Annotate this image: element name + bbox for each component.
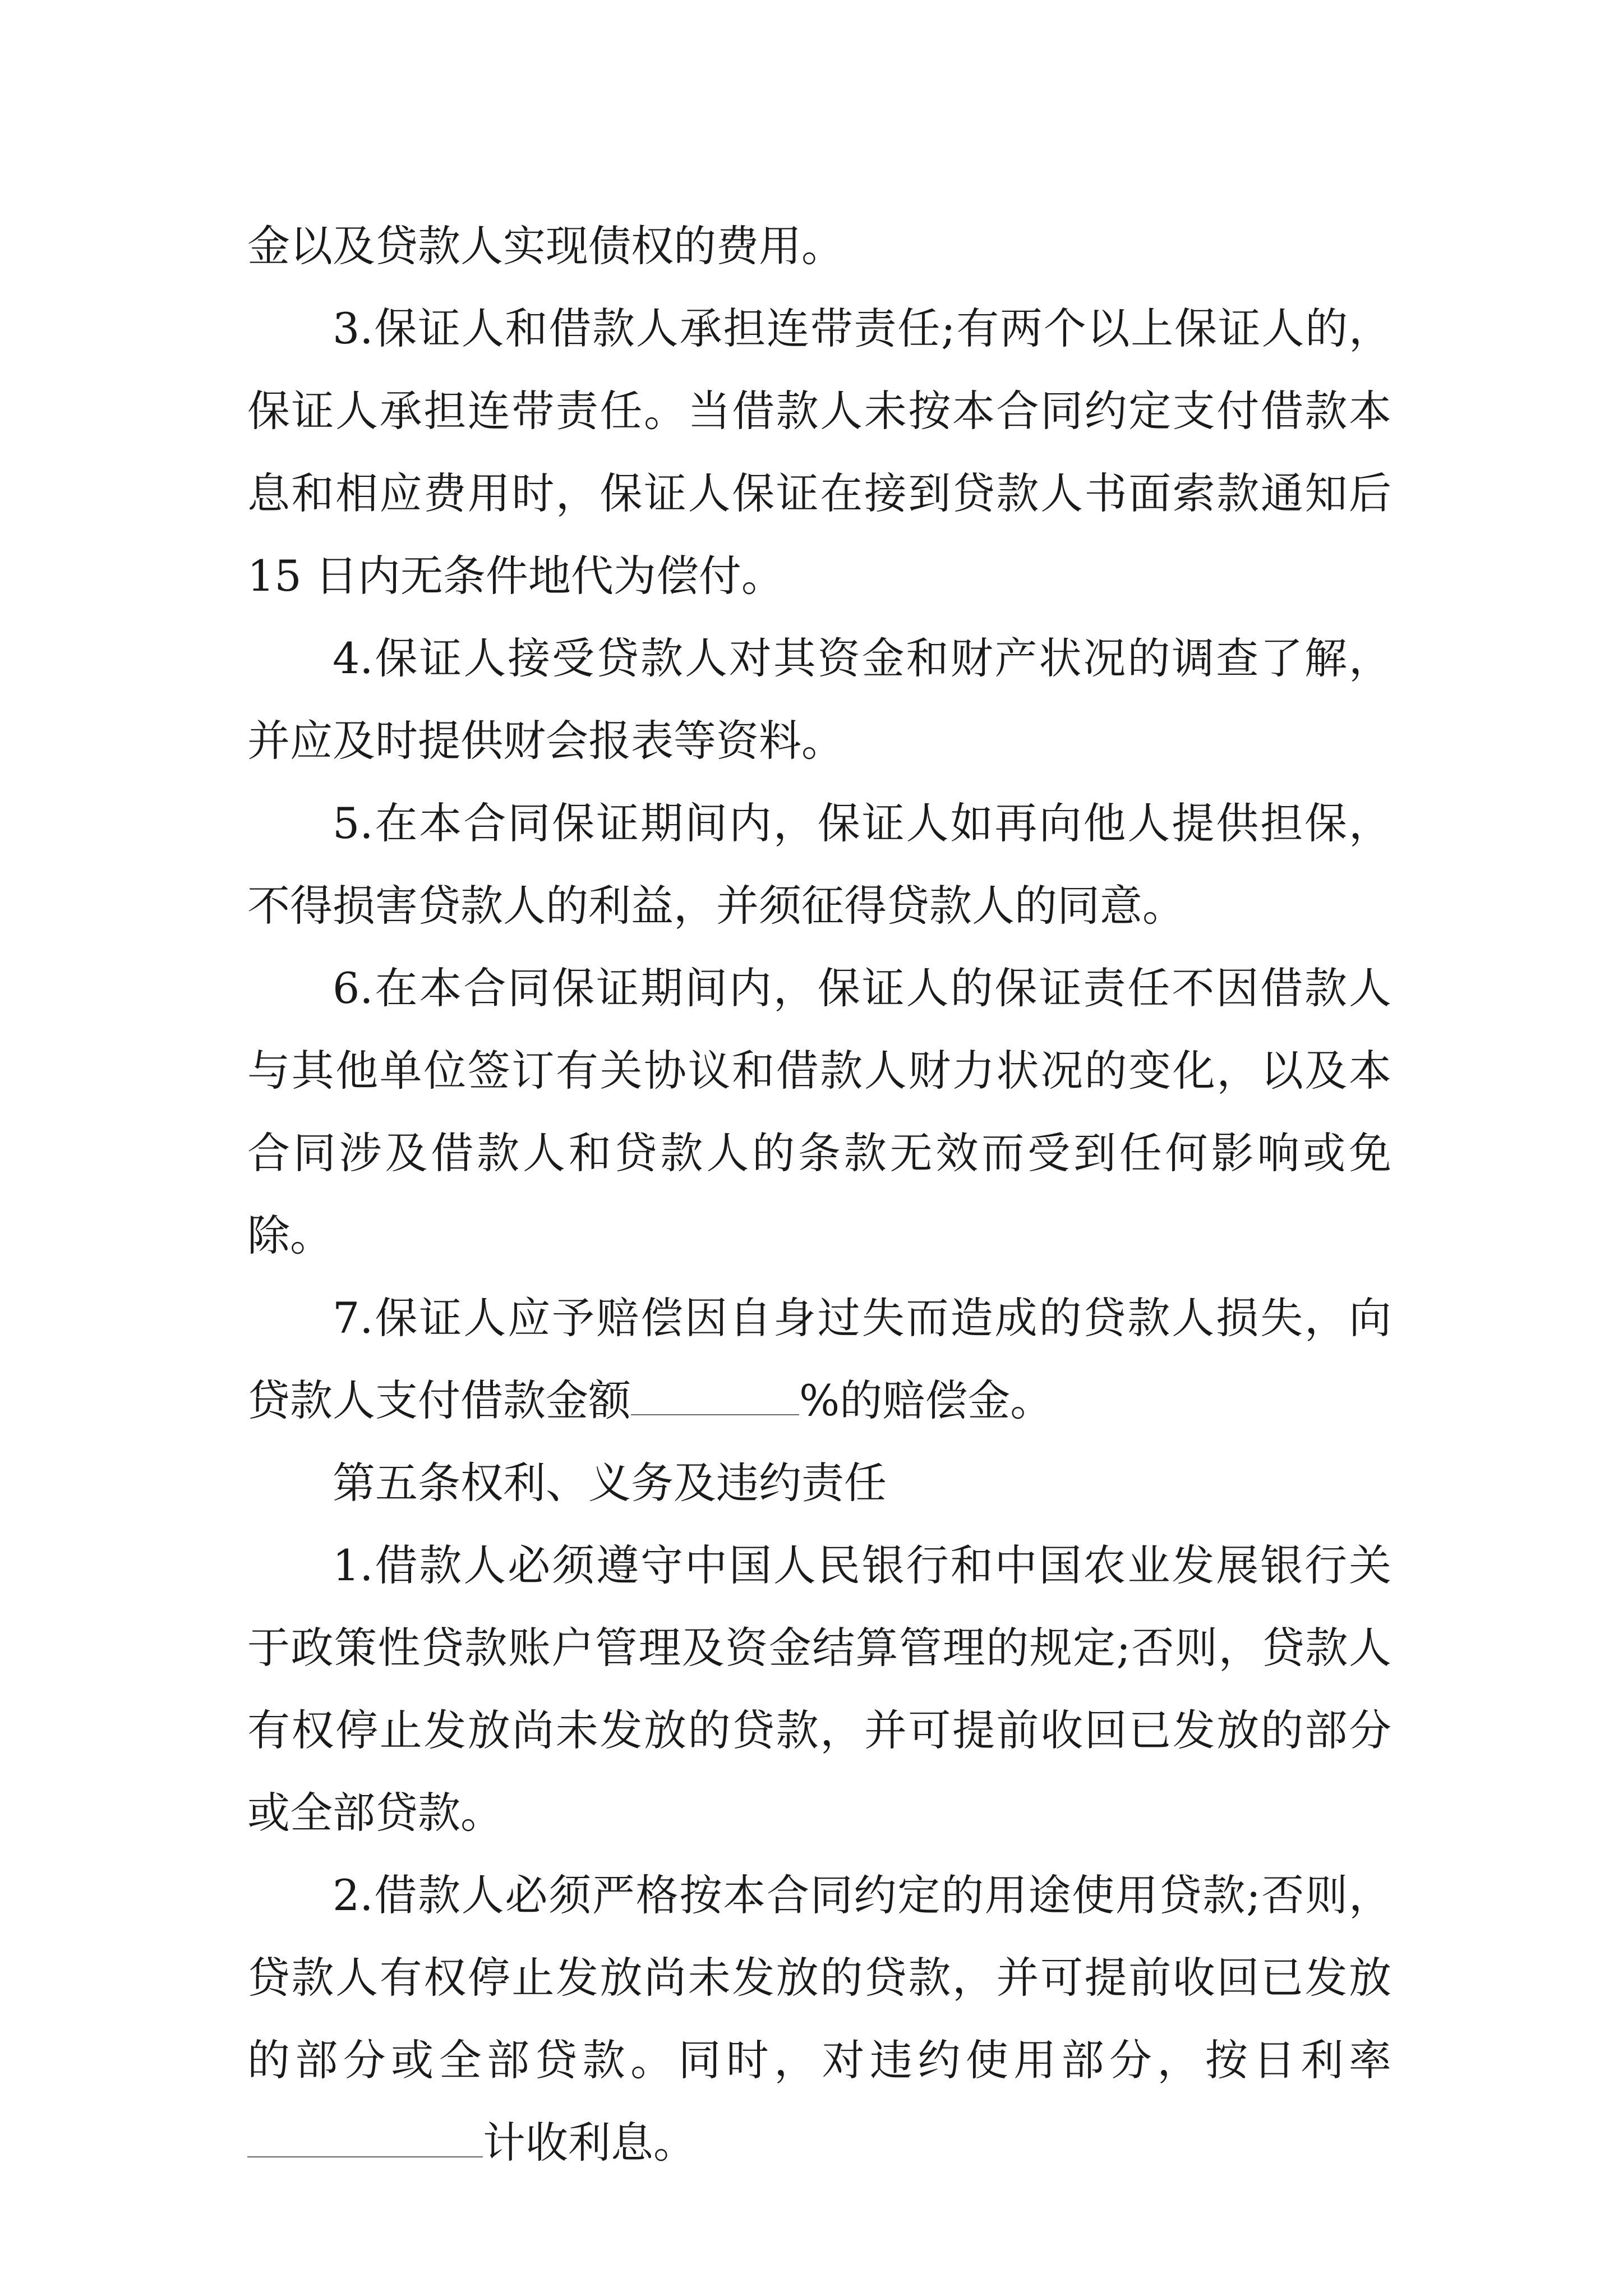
clause-7-text: 7.保证人应予赔偿因自身过失而造成的贷款人损失，向贷款人支付借款金额 bbox=[247, 1293, 1391, 1425]
compensation-percent-blank bbox=[631, 1374, 799, 1415]
section5-clause-2 bbox=[247, 1854, 1391, 2184]
clause-7-tail: %的赔偿金。 bbox=[799, 1375, 1053, 1425]
clause-6: 6.在本合同保证期间内，保证人的保证责任不因借款人与其他单位签订有关协议和借款人财力状况的变化，以及本合同涉及借款人和贷款人的条款无效而受到任何影响或免除。 bbox=[247, 963, 1391, 1260]
document-body bbox=[247, 205, 1391, 2184]
clause-7 bbox=[247, 1277, 1391, 1442]
clause-3: 3.保证人和借款人承担连带责任;有两个以上保证人的，保证人承担连带责任。当借款人未按本合同约定支付借款本息和相应费用时，保证人保证在接到贷款人书面索款通知后 15 日内无条件地代为偿付。 bbox=[247, 303, 1391, 601]
clause-5: 5.在本合同保证期间内，保证人如再向他人提供担保，不得损害贷款人的利益，并须征得贷款人的同意。 bbox=[247, 798, 1391, 931]
section5-clause-2-text: 2.借款人必须严格按本合同约定的用途使用贷款;否则，贷款人有权停止发放尚未发放的贷款，并可提前收回已发放的部分或全部贷款。同时，对违约使用部分，按日利率 bbox=[247, 1870, 1391, 2085]
section5-clause-1: 1.借款人必须遵守中国人民银行和中国农业发展银行关于政策性贷款账户管理及资金结算管理的规定;否则，贷款人有权停止发放尚未发放的贷款，并可提前收回已发放的部分或全部贷款。 bbox=[247, 1540, 1391, 1838]
paragraph-continuation: 金以及贷款人实现债权的费用。 bbox=[247, 221, 844, 271]
section-heading: 第五条权利、义务及违约责任 bbox=[333, 1458, 887, 1508]
daily-interest-rate-blank bbox=[247, 2116, 483, 2157]
clause-4: 4.保证人接受贷款人对其资金和财产状况的调查了解，并应及时提供财会报表等资料。 bbox=[247, 633, 1391, 766]
section5-clause-2-tail: 计收利息。 bbox=[483, 2118, 696, 2168]
